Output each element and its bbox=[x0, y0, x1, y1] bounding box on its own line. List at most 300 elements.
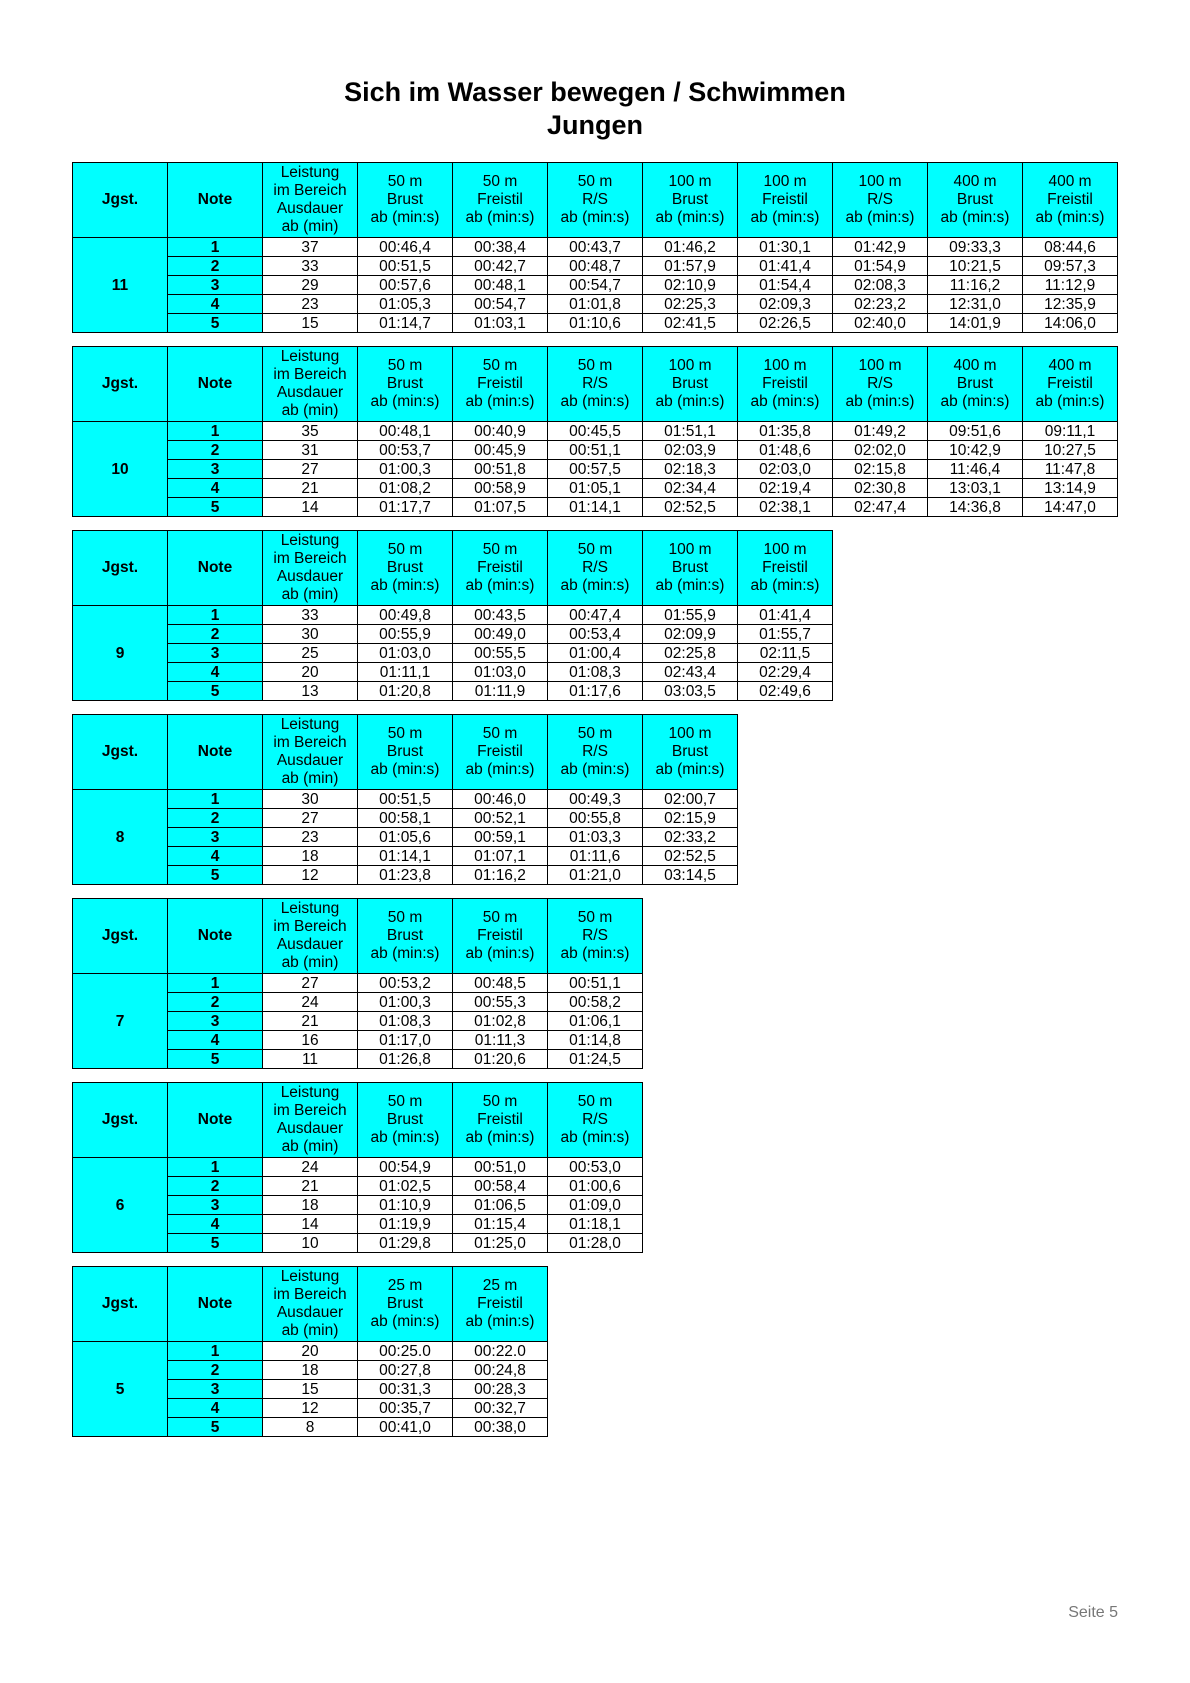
time-cell: 01:18,1 bbox=[548, 1215, 643, 1234]
header-discipline-line: ab (min:s) bbox=[370, 1129, 440, 1146]
header-discipline bbox=[738, 531, 833, 606]
note-cell: 1 bbox=[168, 974, 263, 993]
header-discipline-line: 50 m bbox=[577, 1093, 613, 1110]
table-row bbox=[73, 479, 1118, 498]
time-cell: 00:53,2 bbox=[358, 974, 453, 993]
header-discipline-line: 50 m bbox=[482, 1093, 518, 1110]
time-cell: 02:41,5 bbox=[643, 314, 738, 333]
leistung-cell: 20 bbox=[263, 1342, 358, 1361]
note-cell: 3 bbox=[168, 1196, 263, 1215]
header-discipline-line: 400 m bbox=[953, 357, 997, 374]
header-discipline-line: ab (min:s) bbox=[750, 393, 820, 410]
leistung-cell: 21 bbox=[263, 1177, 358, 1196]
header-discipline-line: Brust bbox=[386, 1295, 424, 1312]
header-discipline-line: ab (min:s) bbox=[750, 577, 820, 594]
leistung-cell: 33 bbox=[263, 257, 358, 276]
header-leistung-line: Leistung bbox=[280, 716, 340, 733]
table-row bbox=[73, 625, 833, 644]
header-discipline bbox=[548, 531, 643, 606]
header-discipline-line: Brust bbox=[386, 1111, 424, 1128]
header-note: Note bbox=[168, 163, 263, 238]
header-note: Note bbox=[168, 347, 263, 422]
time-cell: 00:57,5 bbox=[548, 460, 643, 479]
time-cell: 00:57,6 bbox=[358, 276, 453, 295]
time-cell: 10:21,5 bbox=[928, 257, 1023, 276]
page-number: Seite 5 bbox=[1068, 1604, 1118, 1621]
time-cell: 01:54,4 bbox=[738, 276, 833, 295]
table-header-row bbox=[73, 347, 1118, 422]
note-cell: 5 bbox=[168, 1050, 263, 1069]
time-cell: 01:11,3 bbox=[453, 1031, 548, 1050]
header-discipline-line: ab (min:s) bbox=[560, 577, 630, 594]
time-cell: 00:35,7 bbox=[358, 1399, 453, 1418]
time-cell: 03:03,5 bbox=[643, 682, 738, 701]
header-discipline-line: Brust bbox=[386, 927, 424, 944]
leistung-cell: 33 bbox=[263, 606, 358, 625]
time-cell: 02:09,9 bbox=[643, 625, 738, 644]
header-jgst: Jgst. bbox=[73, 163, 168, 238]
time-cell: 11:47,8 bbox=[1023, 460, 1118, 479]
header-discipline bbox=[358, 1083, 453, 1158]
leistung-cell: 24 bbox=[263, 993, 358, 1012]
header-discipline-line: 50 m bbox=[387, 725, 423, 742]
time-cell: 02:52,5 bbox=[643, 498, 738, 517]
header-discipline-line: ab (min:s) bbox=[370, 209, 440, 226]
header-discipline-line: ab (min:s) bbox=[655, 577, 725, 594]
header-discipline bbox=[453, 1083, 548, 1158]
time-cell: 02:23,2 bbox=[833, 295, 928, 314]
grade-table-jgst-10 bbox=[72, 346, 1118, 517]
time-cell: 02:47,4 bbox=[833, 498, 928, 517]
page-title-line-1: Sich im Wasser bewegen / Schwimmen bbox=[344, 77, 846, 107]
time-cell: 01:10,9 bbox=[358, 1196, 453, 1215]
table-header-row bbox=[73, 1267, 548, 1342]
header-discipline-line: R/S bbox=[582, 191, 608, 208]
header-note: Note bbox=[168, 899, 263, 974]
time-cell: 00:49,8 bbox=[358, 606, 453, 625]
table-header-row bbox=[73, 899, 643, 974]
leistung-cell: 14 bbox=[263, 1215, 358, 1234]
table-row bbox=[73, 441, 1118, 460]
header-discipline bbox=[358, 531, 453, 606]
note-cell: 1 bbox=[168, 790, 263, 809]
time-cell: 00:22.0 bbox=[453, 1342, 548, 1361]
table-row bbox=[73, 314, 1118, 333]
time-cell: 02:00,7 bbox=[643, 790, 738, 809]
header-discipline-line: ab (min:s) bbox=[465, 393, 535, 410]
header-leistung-line: Ausdauer bbox=[276, 752, 344, 769]
leistung-cell: 18 bbox=[263, 1196, 358, 1215]
header-discipline-line: Freistil bbox=[1047, 191, 1093, 208]
time-cell: 01:11,1 bbox=[358, 663, 453, 682]
time-cell: 10:27,5 bbox=[1023, 441, 1118, 460]
time-cell: 00:27,8 bbox=[358, 1361, 453, 1380]
header-leistung bbox=[263, 531, 358, 606]
header-discipline-line: ab (min:s) bbox=[465, 761, 535, 778]
header-discipline-line: Freistil bbox=[477, 191, 523, 208]
time-cell: 02:30,8 bbox=[833, 479, 928, 498]
time-cell: 01:54,9 bbox=[833, 257, 928, 276]
header-discipline-line: 400 m bbox=[1048, 173, 1092, 190]
time-cell: 01:03,3 bbox=[548, 828, 643, 847]
time-cell: 02:25,8 bbox=[643, 644, 738, 663]
header-discipline-line: ab (min:s) bbox=[560, 761, 630, 778]
header-jgst: Jgst. bbox=[73, 1267, 168, 1342]
header-discipline-line: Freistil bbox=[1047, 375, 1093, 392]
header-leistung-line: Leistung bbox=[280, 532, 340, 549]
note-cell: 2 bbox=[168, 1177, 263, 1196]
time-cell: 00:45,9 bbox=[453, 441, 548, 460]
header-discipline-line: R/S bbox=[582, 375, 608, 392]
header-discipline-line: ab (min:s) bbox=[655, 209, 725, 226]
header-leistung bbox=[263, 1267, 358, 1342]
leistung-cell: 23 bbox=[263, 828, 358, 847]
time-cell: 01:17,7 bbox=[358, 498, 453, 517]
note-cell: 4 bbox=[168, 479, 263, 498]
header-leistung-line: ab (min) bbox=[281, 218, 339, 235]
time-cell: 00:53,7 bbox=[358, 441, 453, 460]
note-cell: 5 bbox=[168, 866, 263, 885]
header-discipline-line: R/S bbox=[867, 191, 893, 208]
header-leistung-line: im Bereich bbox=[273, 550, 347, 567]
time-cell: 01:14,1 bbox=[358, 847, 453, 866]
time-cell: 00:48,7 bbox=[548, 257, 643, 276]
header-discipline-line: Freistil bbox=[762, 375, 808, 392]
header-discipline-line: ab (min:s) bbox=[465, 1313, 535, 1330]
time-cell: 01:05,3 bbox=[358, 295, 453, 314]
header-discipline-line: 100 m bbox=[858, 173, 902, 190]
header-discipline-line: ab (min:s) bbox=[465, 209, 535, 226]
time-cell: 00:55,9 bbox=[358, 625, 453, 644]
header-discipline-line: R/S bbox=[867, 375, 893, 392]
time-cell: 01:15,4 bbox=[453, 1215, 548, 1234]
time-cell: 01:00,6 bbox=[548, 1177, 643, 1196]
header-discipline-line: Brust bbox=[386, 375, 424, 392]
table-row bbox=[73, 644, 833, 663]
header-discipline-line: Brust bbox=[956, 375, 994, 392]
header-discipline bbox=[643, 715, 738, 790]
header-discipline bbox=[358, 1267, 453, 1342]
time-cell: 01:03,0 bbox=[358, 644, 453, 663]
time-cell: 00:55,3 bbox=[453, 993, 548, 1012]
time-cell: 01:41,4 bbox=[738, 606, 833, 625]
header-discipline-line: 50 m bbox=[577, 909, 613, 926]
table-row bbox=[73, 257, 1118, 276]
header-discipline-line: 50 m bbox=[482, 541, 518, 558]
time-cell: 01:35,8 bbox=[738, 422, 833, 441]
header-discipline-line: 100 m bbox=[668, 357, 712, 374]
header-discipline-line: 100 m bbox=[763, 357, 807, 374]
time-cell: 10:42,9 bbox=[928, 441, 1023, 460]
time-cell: 01:08,3 bbox=[548, 663, 643, 682]
jgst-cell: 8 bbox=[73, 790, 168, 885]
time-cell: 00:24,8 bbox=[453, 1361, 548, 1380]
header-leistung-line: ab (min) bbox=[281, 1322, 339, 1339]
header-discipline-line: ab (min:s) bbox=[465, 577, 535, 594]
leistung-cell: 16 bbox=[263, 1031, 358, 1050]
time-cell: 02:33,2 bbox=[643, 828, 738, 847]
time-cell: 00:28,3 bbox=[453, 1380, 548, 1399]
header-discipline-line: Brust bbox=[671, 191, 709, 208]
header-leistung bbox=[263, 899, 358, 974]
time-cell: 01:02,8 bbox=[453, 1012, 548, 1031]
jgst-cell: 6 bbox=[73, 1158, 168, 1253]
header-leistung-line: im Bereich bbox=[273, 182, 347, 199]
time-cell: 09:51,6 bbox=[928, 422, 1023, 441]
time-cell: 00:43,7 bbox=[548, 238, 643, 257]
time-cell: 01:10,6 bbox=[548, 314, 643, 333]
header-discipline-line: 50 m bbox=[387, 541, 423, 558]
time-cell: 02:26,5 bbox=[738, 314, 833, 333]
note-cell: 4 bbox=[168, 1215, 263, 1234]
time-cell: 14:06,0 bbox=[1023, 314, 1118, 333]
header-note: Note bbox=[168, 715, 263, 790]
leistung-cell: 31 bbox=[263, 441, 358, 460]
header-discipline-line: ab (min:s) bbox=[1035, 393, 1105, 410]
leistung-cell: 11 bbox=[263, 1050, 358, 1069]
leistung-cell: 30 bbox=[263, 790, 358, 809]
header-leistung-line: im Bereich bbox=[273, 918, 347, 935]
header-discipline-line: 100 m bbox=[668, 541, 712, 558]
time-cell: 01:11,9 bbox=[453, 682, 548, 701]
time-cell: 01:17,0 bbox=[358, 1031, 453, 1050]
grade-table-jgst-9 bbox=[72, 530, 833, 701]
header-discipline-line: ab (min:s) bbox=[655, 761, 725, 778]
header-discipline bbox=[833, 163, 928, 238]
leistung-cell: 18 bbox=[263, 1361, 358, 1380]
time-cell: 02:03,9 bbox=[643, 441, 738, 460]
header-discipline-line: ab (min:s) bbox=[845, 209, 915, 226]
header-discipline-line: 100 m bbox=[858, 357, 902, 374]
time-cell: 01:14,7 bbox=[358, 314, 453, 333]
time-cell: 01:24,5 bbox=[548, 1050, 643, 1069]
header-discipline-line: ab (min:s) bbox=[655, 393, 725, 410]
time-cell: 02:18,3 bbox=[643, 460, 738, 479]
header-discipline-line: 100 m bbox=[763, 541, 807, 558]
header-discipline-line: ab (min:s) bbox=[370, 1313, 440, 1330]
header-discipline-line: ab (min:s) bbox=[750, 209, 820, 226]
header-leistung-line: Leistung bbox=[280, 900, 340, 917]
header-leistung-line: Leistung bbox=[280, 1268, 340, 1285]
jgst-cell: 10 bbox=[73, 422, 168, 517]
time-cell: 09:11,1 bbox=[1023, 422, 1118, 441]
header-leistung bbox=[263, 1083, 358, 1158]
leistung-cell: 15 bbox=[263, 1380, 358, 1399]
leistung-cell: 24 bbox=[263, 1158, 358, 1177]
header-leistung-line: ab (min) bbox=[281, 1138, 339, 1155]
header-discipline bbox=[453, 347, 548, 422]
note-cell: 2 bbox=[168, 257, 263, 276]
header-leistung-line: Ausdauer bbox=[276, 200, 344, 217]
time-cell: 00:49,0 bbox=[453, 625, 548, 644]
jgst-cell: 7 bbox=[73, 974, 168, 1069]
header-discipline-line: Brust bbox=[671, 743, 709, 760]
time-cell: 00:46,0 bbox=[453, 790, 548, 809]
grade-table-jgst-6 bbox=[72, 1082, 643, 1253]
header-discipline-line: Freistil bbox=[762, 191, 808, 208]
note-cell: 4 bbox=[168, 1399, 263, 1418]
time-cell: 01:49,2 bbox=[833, 422, 928, 441]
leistung-cell: 37 bbox=[263, 238, 358, 257]
header-leistung-line: im Bereich bbox=[273, 1102, 347, 1119]
header-discipline-line: 50 m bbox=[577, 725, 613, 742]
time-cell: 00:54,7 bbox=[548, 276, 643, 295]
jgst-cell: 9 bbox=[73, 606, 168, 701]
header-discipline bbox=[453, 163, 548, 238]
time-cell: 01:11,6 bbox=[548, 847, 643, 866]
header-discipline-line: 400 m bbox=[953, 173, 997, 190]
header-discipline-line: Freistil bbox=[477, 927, 523, 944]
note-cell: 2 bbox=[168, 993, 263, 1012]
note-cell: 3 bbox=[168, 828, 263, 847]
leistung-cell: 35 bbox=[263, 422, 358, 441]
time-cell: 00:32,7 bbox=[453, 1399, 548, 1418]
time-cell: 01:19,9 bbox=[358, 1215, 453, 1234]
table-row bbox=[73, 809, 738, 828]
header-leistung-line: im Bereich bbox=[273, 734, 347, 751]
header-discipline-line: Freistil bbox=[477, 559, 523, 576]
page-title bbox=[0, 76, 1190, 142]
note-cell: 5 bbox=[168, 1234, 263, 1253]
header-discipline-line: 400 m bbox=[1048, 357, 1092, 374]
header-leistung-line: ab (min) bbox=[281, 586, 339, 603]
table-row bbox=[73, 460, 1118, 479]
time-cell: 00:51,8 bbox=[453, 460, 548, 479]
header-discipline-line: ab (min:s) bbox=[1035, 209, 1105, 226]
time-cell: 08:44,6 bbox=[1023, 238, 1118, 257]
time-cell: 01:00,4 bbox=[548, 644, 643, 663]
note-cell: 2 bbox=[168, 809, 263, 828]
time-cell: 01:06,1 bbox=[548, 1012, 643, 1031]
time-cell: 01:01,8 bbox=[548, 295, 643, 314]
time-cell: 11:46,4 bbox=[928, 460, 1023, 479]
header-discipline-line: 50 m bbox=[577, 541, 613, 558]
header-discipline-line: ab (min:s) bbox=[465, 945, 535, 962]
time-cell: 00:52,1 bbox=[453, 809, 548, 828]
time-cell: 01:17,6 bbox=[548, 682, 643, 701]
header-leistung-line: Ausdauer bbox=[276, 568, 344, 585]
note-cell: 3 bbox=[168, 276, 263, 295]
time-cell: 00:48,1 bbox=[453, 276, 548, 295]
note-cell: 2 bbox=[168, 1361, 263, 1380]
time-cell: 00:54,9 bbox=[358, 1158, 453, 1177]
table-row bbox=[73, 1158, 643, 1177]
header-leistung-line: Ausdauer bbox=[276, 1304, 344, 1321]
header-discipline bbox=[738, 347, 833, 422]
time-cell: 01:30,1 bbox=[738, 238, 833, 257]
header-discipline-line: Freistil bbox=[477, 1295, 523, 1312]
time-cell: 09:33,3 bbox=[928, 238, 1023, 257]
note-cell: 3 bbox=[168, 644, 263, 663]
header-discipline bbox=[358, 715, 453, 790]
header-discipline bbox=[453, 1267, 548, 1342]
header-discipline-line: R/S bbox=[582, 559, 608, 576]
header-discipline-line: ab (min:s) bbox=[560, 393, 630, 410]
jgst-cell: 11 bbox=[73, 238, 168, 333]
leistung-cell: 13 bbox=[263, 682, 358, 701]
time-cell: 09:57,3 bbox=[1023, 257, 1118, 276]
time-cell: 00:49,3 bbox=[548, 790, 643, 809]
time-cell: 01:20,6 bbox=[453, 1050, 548, 1069]
note-cell: 1 bbox=[168, 238, 263, 257]
time-cell: 00:59,1 bbox=[453, 828, 548, 847]
table-row bbox=[73, 276, 1118, 295]
table-row bbox=[73, 606, 833, 625]
note-cell: 1 bbox=[168, 422, 263, 441]
header-discipline-line: ab (min:s) bbox=[940, 393, 1010, 410]
leistung-cell: 12 bbox=[263, 866, 358, 885]
time-cell: 00:25.0 bbox=[358, 1342, 453, 1361]
header-discipline-line: ab (min:s) bbox=[845, 393, 915, 410]
time-cell: 02:02,0 bbox=[833, 441, 928, 460]
time-cell: 00:55,8 bbox=[548, 809, 643, 828]
time-cell: 01:05,6 bbox=[358, 828, 453, 847]
grade-tables-container bbox=[72, 162, 1118, 1450]
time-cell: 01:08,3 bbox=[358, 1012, 453, 1031]
table-row bbox=[73, 498, 1118, 517]
time-cell: 02:09,3 bbox=[738, 295, 833, 314]
grade-table-jgst-7 bbox=[72, 898, 643, 1069]
header-jgst: Jgst. bbox=[73, 899, 168, 974]
time-cell: 02:03,0 bbox=[738, 460, 833, 479]
header-discipline-line: Brust bbox=[386, 559, 424, 576]
header-leistung-line: Ausdauer bbox=[276, 384, 344, 401]
header-discipline-line: ab (min:s) bbox=[370, 577, 440, 594]
table-row bbox=[73, 682, 833, 701]
note-cell: 3 bbox=[168, 1012, 263, 1031]
leistung-cell: 12 bbox=[263, 1399, 358, 1418]
header-leistung bbox=[263, 163, 358, 238]
time-cell: 03:14,5 bbox=[643, 866, 738, 885]
header-leistung-line: Leistung bbox=[280, 348, 340, 365]
header-leistung-line: Ausdauer bbox=[276, 1120, 344, 1137]
time-cell: 01:14,8 bbox=[548, 1031, 643, 1050]
time-cell: 00:51,1 bbox=[548, 974, 643, 993]
time-cell: 00:48,1 bbox=[358, 422, 453, 441]
time-cell: 01:55,9 bbox=[643, 606, 738, 625]
header-discipline-line: 50 m bbox=[387, 357, 423, 374]
header-discipline bbox=[548, 899, 643, 974]
time-cell: 00:45,5 bbox=[548, 422, 643, 441]
time-cell: 11:12,9 bbox=[1023, 276, 1118, 295]
leistung-cell: 10 bbox=[263, 1234, 358, 1253]
header-discipline-line: Freistil bbox=[477, 1111, 523, 1128]
header-discipline-line: ab (min:s) bbox=[370, 945, 440, 962]
time-cell: 00:54,7 bbox=[453, 295, 548, 314]
header-discipline-line: 100 m bbox=[668, 173, 712, 190]
header-discipline-line: 50 m bbox=[482, 173, 518, 190]
header-discipline-line: ab (min:s) bbox=[560, 1129, 630, 1146]
header-discipline-line: Freistil bbox=[477, 743, 523, 760]
leistung-cell: 25 bbox=[263, 644, 358, 663]
time-cell: 02:11,5 bbox=[738, 644, 833, 663]
header-discipline bbox=[1023, 347, 1118, 422]
table-header-row bbox=[73, 1083, 643, 1158]
header-jgst: Jgst. bbox=[73, 531, 168, 606]
header-discipline-line: 50 m bbox=[387, 1093, 423, 1110]
header-discipline bbox=[643, 163, 738, 238]
grade-table-jgst-5 bbox=[72, 1266, 548, 1437]
time-cell: 00:31,3 bbox=[358, 1380, 453, 1399]
time-cell: 02:19,4 bbox=[738, 479, 833, 498]
leistung-cell: 8 bbox=[263, 1418, 358, 1437]
header-discipline bbox=[453, 531, 548, 606]
grade-table-jgst-8 bbox=[72, 714, 738, 885]
grade-table-jgst-11 bbox=[72, 162, 1118, 333]
header-discipline-line: Brust bbox=[386, 191, 424, 208]
header-discipline bbox=[358, 347, 453, 422]
header-discipline bbox=[1023, 163, 1118, 238]
